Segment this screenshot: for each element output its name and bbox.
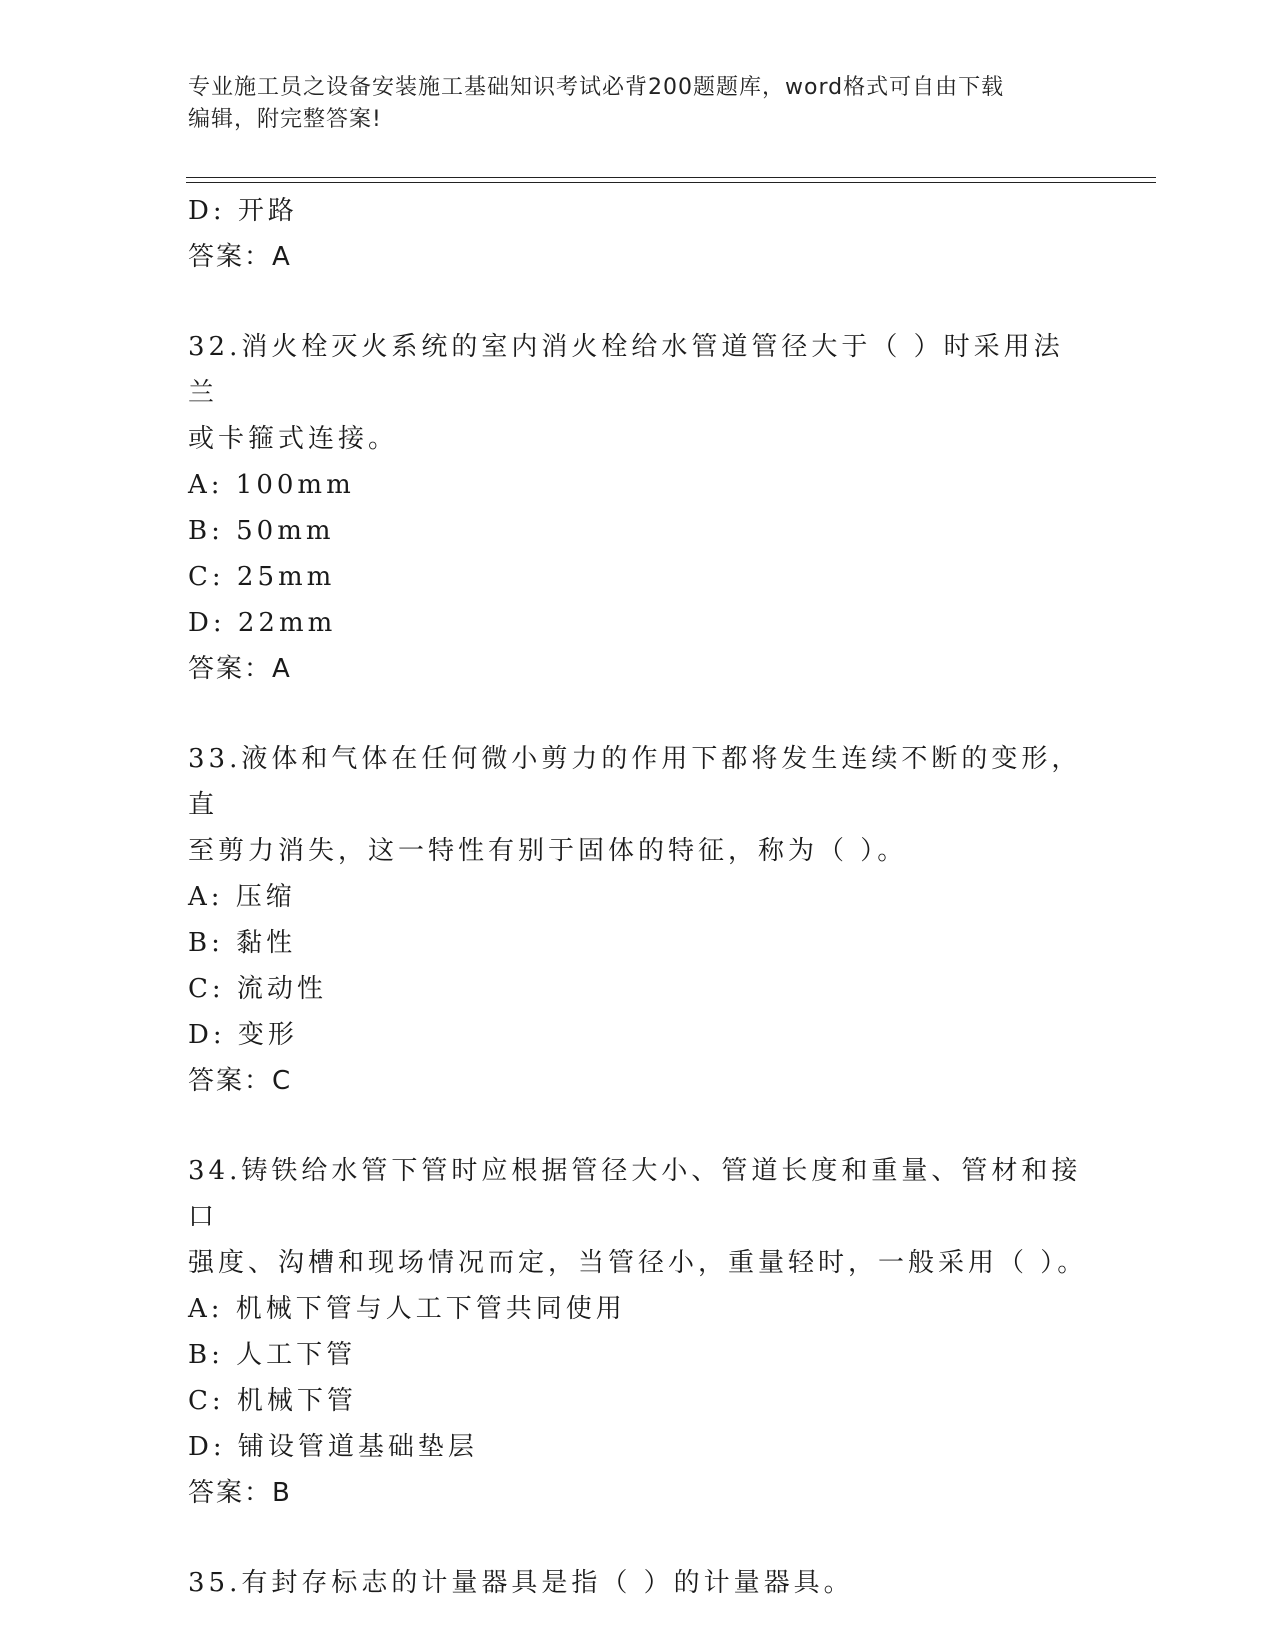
option-a: A: 压缩 [188,882,296,912]
header-title-line-2: 编辑，附完整答案! [188,107,382,132]
option-c: C: 25mm [188,562,336,592]
question-34 [188,1148,1088,1516]
question-list [188,188,1088,1606]
answer-line: 答案：C [188,1066,293,1096]
question-31-tail [188,188,1088,280]
answer-line: 答案：B [188,1478,292,1508]
option-d: D: 开路 [188,196,298,226]
question-text-line-1: 35.有封存标志的计量器具是指（ ）的计量器具。 [188,1568,854,1598]
document-header [188,72,1068,136]
answer-line: 答案：A [188,242,292,272]
option-a: A: 机械下管与人工下管共同使用 [188,1294,626,1324]
option-b: B: 人工下管 [188,1340,357,1370]
question-text [188,1148,1088,1286]
question-35 [188,1560,1088,1606]
option-b: B: 50mm [188,516,335,546]
question-text [188,736,1088,874]
question-text-line-2: 至剪力消失，这一特性有别于固体的特征，称为（ ）。 [188,836,908,866]
question-text-line-1: 32.消火栓灭火系统的室内消火栓给水管道管径大于（ ）时采用法兰 [188,332,1064,408]
question-text [188,324,1088,462]
option-d: D: 变形 [188,1020,298,1050]
question-33 [188,736,1088,1104]
option-c: C: 机械下管 [188,1386,357,1416]
header-divider-top [186,177,1156,178]
question-32 [188,324,1088,692]
answer-line: 答案：A [188,654,292,684]
question-text-line-2: 强度、沟槽和现场情况而定，当管径小，重量轻时，一般采用（ ）。 [188,1248,1088,1278]
question-text-line-1: 34.铸铁给水管下管时应根据管径大小、管道长度和重量、管材和接口 [188,1156,1082,1232]
option-b: B: 黏性 [188,928,297,958]
question-text [188,1560,1088,1606]
question-text-line-1: 33.液体和气体在任何微小剪力的作用下都将发生连续不断的变形，直 [188,744,1082,820]
header-divider-bottom [186,182,1156,183]
option-a: A: 100mm [188,470,355,500]
question-text-line-2: 或卡箍式连接。 [188,424,399,454]
option-d: D: 22mm [188,608,337,638]
header-title-line-1: 专业施工员之设备安装施工基础知识考试必背200题题库，word格式可自由下载 [188,75,1005,100]
option-c: C: 流动性 [188,974,327,1004]
option-d: D: 铺设管道基础垫层 [188,1432,478,1462]
